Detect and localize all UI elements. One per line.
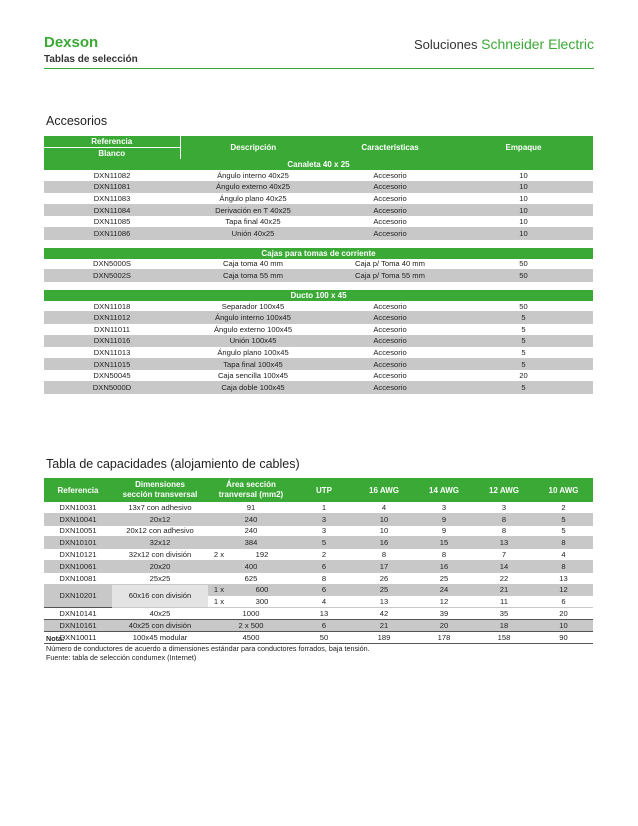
- dim-cell: 60x16 con división: [112, 584, 208, 608]
- utp-cell: 3: [294, 525, 354, 537]
- ref-cell: DXN11086: [44, 227, 180, 239]
- cap-header-utp: UTP: [294, 478, 354, 502]
- empaque-cell: 5: [454, 335, 593, 347]
- notes-line2: Fuente: tabla de selección condumex (Internet): [46, 653, 197, 662]
- awg12-cell: 35: [474, 608, 534, 620]
- ref-cell: DXN10161: [44, 619, 112, 631]
- group-title: Cajas para tomas de corriente: [44, 248, 593, 259]
- area-value: 192: [255, 550, 269, 560]
- header-right-brand: Schneider Electric: [481, 36, 594, 52]
- awg16-cell: 42: [354, 608, 414, 620]
- area-cell: 2 x 500: [208, 619, 294, 631]
- descripcion-cell: Ángulo plano 40x25: [180, 193, 326, 205]
- empaque-cell: 50: [454, 301, 593, 312]
- table-row: [44, 619, 593, 631]
- caracteristicas-cell: Accesorio: [326, 312, 454, 324]
- utp-cell: 50: [294, 631, 354, 643]
- ref-cell: DXN5000D: [44, 381, 180, 393]
- utp-cell: 6: [294, 560, 354, 572]
- table-row: [44, 259, 593, 270]
- dim-cell: 20x20: [112, 560, 208, 572]
- empaque-cell: 50: [454, 259, 593, 270]
- group-header: [44, 248, 593, 259]
- area-cell: 1000: [208, 608, 294, 620]
- ref-cell: DXN10051: [44, 525, 112, 537]
- awg10-cell: 90: [534, 631, 593, 643]
- area-prefix: 2 x: [213, 550, 225, 560]
- empaque-cell: 50: [454, 270, 593, 282]
- col-header-descripcion: Descripción: [180, 136, 326, 159]
- descripcion-cell: Derivación en T 40x25: [180, 204, 326, 216]
- awg10-cell: 5: [534, 513, 593, 525]
- utp-cell: 2: [294, 549, 354, 561]
- descripcion-cell: Ángulo plano 100x45: [180, 347, 326, 359]
- awg12-cell: 22: [474, 572, 534, 584]
- table-row: [44, 170, 593, 181]
- ref-cell: DXN11083: [44, 193, 180, 205]
- area-cell: 240: [208, 525, 294, 537]
- ref-cell: DXN11013: [44, 347, 180, 359]
- awg12-cell: 18: [474, 619, 534, 631]
- awg14-cell: 24: [414, 584, 474, 596]
- awg14-cell: 15: [414, 537, 474, 549]
- cap-header-dim-line1: Dimensiones: [135, 480, 185, 489]
- ref-cell: DXN10101: [44, 537, 112, 549]
- ref-cell: DXN11016: [44, 335, 180, 347]
- cap-header-16awg: 16 AWG: [354, 478, 414, 502]
- ref-cell: DXN11085: [44, 216, 180, 228]
- capacidades-title: Tabla de capacidades (alojamiento de cables): [46, 457, 300, 471]
- awg12-cell: 11: [474, 596, 534, 608]
- utp-cell: 8: [294, 572, 354, 584]
- table-row: [44, 181, 593, 193]
- dim-cell: 32x12: [112, 537, 208, 549]
- awg12-cell: 21: [474, 584, 534, 596]
- notes-title: Nota:: [46, 634, 65, 643]
- awg16-cell: 8: [354, 549, 414, 561]
- accesorios-title: Accesorios: [46, 114, 108, 128]
- awg12-cell: 8: [474, 525, 534, 537]
- area-value: 300: [255, 597, 269, 607]
- caracteristicas-cell: Accesorio: [326, 301, 454, 312]
- empaque-cell: 5: [454, 381, 593, 393]
- descripcion-cell: Unión 100x45: [180, 335, 326, 347]
- ref-cell: DXN11081: [44, 181, 180, 193]
- descripcion-cell: Ángulo interno 100x45: [180, 312, 326, 324]
- area-value: 600: [255, 585, 269, 595]
- empaque-cell: 10: [454, 170, 593, 181]
- awg10-cell: 20: [534, 608, 593, 620]
- descripcion-cell: Ángulo interno 40x25: [180, 170, 326, 181]
- awg10-cell: 8: [534, 537, 593, 549]
- group-gap: [44, 281, 593, 290]
- utp-cell: 13: [294, 608, 354, 620]
- table-row: [44, 312, 593, 324]
- utp-cell: 4: [294, 596, 354, 608]
- area-prefix: 1 x: [213, 597, 225, 607]
- header-right-prefix: Soluciones: [413, 37, 478, 52]
- cap-header-area-line2: tranversal (mm2): [218, 490, 284, 499]
- page-subtitle: Tablas de selección: [44, 54, 138, 65]
- descripcion-cell: Tapa final 100x45: [180, 358, 326, 370]
- capacidades-table: [44, 478, 593, 644]
- descripcion-cell: Caja toma 55 mm: [180, 270, 326, 282]
- group-gap: [44, 239, 593, 248]
- area-cell: 4500: [208, 631, 294, 643]
- table-row: [44, 502, 593, 513]
- empaque-cell: 10: [454, 216, 593, 228]
- awg10-cell: 2: [534, 502, 593, 513]
- caracteristicas-cell: Accesorio: [326, 381, 454, 393]
- ref-cell: DXN11084: [44, 204, 180, 216]
- empaque-cell: 20: [454, 370, 593, 382]
- group-title: Ducto 100 x 45: [44, 290, 593, 301]
- table-row: [44, 270, 593, 282]
- ref-cell: DXN10031: [44, 502, 112, 513]
- awg14-cell: 9: [414, 513, 474, 525]
- dim-cell: 20x12: [112, 513, 208, 525]
- awg10-cell: 8: [534, 560, 593, 572]
- descripcion-cell: Tapa final 40x25: [180, 216, 326, 228]
- ref-cell: DXN10121: [44, 549, 112, 561]
- group-title: Canaleta 40 x 25: [44, 159, 593, 170]
- ref-cell: DXN10201: [44, 584, 112, 608]
- ref-cell: DXN10141: [44, 608, 112, 620]
- header-right: [414, 36, 594, 52]
- table-row: [44, 381, 593, 393]
- table-row: [44, 216, 593, 228]
- cap-header-area-line1: Área sección: [226, 480, 276, 489]
- awg12-cell: 8: [474, 513, 534, 525]
- descripcion-cell: Caja toma 40 mm: [180, 259, 326, 270]
- awg16-cell: 16: [354, 537, 414, 549]
- group-gap-cell: [44, 281, 593, 290]
- table-row: [44, 323, 593, 335]
- table-row: [44, 301, 593, 312]
- ref-cell: DXN10081: [44, 572, 112, 584]
- ref-cell: DXN10011: [44, 631, 112, 643]
- utp-cell: 1: [294, 502, 354, 513]
- ref-cell: DXN11082: [44, 170, 180, 181]
- area-cell: [208, 584, 294, 596]
- awg12-cell: 7: [474, 549, 534, 561]
- table-row: [44, 347, 593, 359]
- caracteristicas-cell: Accesorio: [326, 335, 454, 347]
- dim-cell: 40x25: [112, 608, 208, 620]
- table-row: [44, 227, 593, 239]
- empaque-cell: 10: [454, 227, 593, 239]
- awg12-cell: 158: [474, 631, 534, 643]
- notes: [46, 634, 370, 663]
- awg16-cell: 21: [354, 619, 414, 631]
- dim-cell: 25x25: [112, 572, 208, 584]
- table-row: [44, 608, 593, 620]
- group-header: [44, 159, 593, 170]
- col-header-caracteristicas: Características: [326, 136, 454, 159]
- caracteristicas-cell: Accesorio: [326, 358, 454, 370]
- utp-cell: 6: [294, 584, 354, 596]
- header-divider: [44, 68, 594, 69]
- caracteristicas-cell: Accesorio: [326, 216, 454, 228]
- descripcion-cell: Ángulo externo 40x25: [180, 181, 326, 193]
- descripcion-cell: Ángulo externo 100x45: [180, 323, 326, 335]
- table-row: [44, 584, 593, 596]
- area-cell: 91: [208, 502, 294, 513]
- cap-header-referencia: Referencia: [44, 478, 112, 502]
- awg14-cell: 16: [414, 560, 474, 572]
- table-row: [44, 204, 593, 216]
- awg16-cell: 10: [354, 525, 414, 537]
- empaque-cell: 5: [454, 323, 593, 335]
- col-header-empaque: Empaque: [454, 136, 593, 159]
- awg14-cell: 39: [414, 608, 474, 620]
- awg16-cell: 4: [354, 502, 414, 513]
- cap-header-10awg: 10 AWG: [534, 478, 593, 502]
- descripcion-cell: Unión 40x25: [180, 227, 326, 239]
- ref-cell: DXN11018: [44, 301, 180, 312]
- utp-cell: 6: [294, 619, 354, 631]
- cap-header-area: [208, 478, 294, 502]
- col-header-color: Blanco: [44, 148, 180, 160]
- group-header: [44, 290, 593, 301]
- ref-cell: DXN11012: [44, 312, 180, 324]
- table-row: [44, 335, 593, 347]
- awg14-cell: 12: [414, 596, 474, 608]
- empaque-cell: 10: [454, 204, 593, 216]
- caracteristicas-cell: Accesorio: [326, 347, 454, 359]
- caracteristicas-cell: Accesorio: [326, 227, 454, 239]
- awg10-cell: 13: [534, 572, 593, 584]
- ref-cell: DXN5002S: [44, 270, 180, 282]
- area-cell: 384: [208, 537, 294, 549]
- awg16-cell: 13: [354, 596, 414, 608]
- brand-logo: Dexson: [44, 34, 99, 51]
- descripcion-cell: Caja doble 100x45: [180, 381, 326, 393]
- empaque-cell: 10: [454, 181, 593, 193]
- area-cell: 400: [208, 560, 294, 572]
- awg16-cell: 26: [354, 572, 414, 584]
- cap-header-dimensiones: [112, 478, 208, 502]
- awg14-cell: 9: [414, 525, 474, 537]
- caracteristicas-cell: Accesorio: [326, 193, 454, 205]
- descripcion-cell: Separador 100x45: [180, 301, 326, 312]
- awg16-cell: 189: [354, 631, 414, 643]
- empaque-cell: 5: [454, 347, 593, 359]
- awg10-cell: 4: [534, 549, 593, 561]
- awg14-cell: 3: [414, 502, 474, 513]
- caracteristicas-cell: Caja p/ Toma 55 mm: [326, 270, 454, 282]
- ref-cell: DXN10041: [44, 513, 112, 525]
- cap-header-14awg: 14 AWG: [414, 478, 474, 502]
- caracteristicas-cell: Accesorio: [326, 170, 454, 181]
- table-row: [44, 525, 593, 537]
- dim-cell: 13x7 con adhesivo: [112, 502, 208, 513]
- table-row: [44, 358, 593, 370]
- ref-cell: DXN11015: [44, 358, 180, 370]
- col-header-referencia: Referencia: [44, 136, 180, 148]
- dim-cell: 20x12 con adhesivo: [112, 525, 208, 537]
- descripcion-cell: Caja sencilla 100x45: [180, 370, 326, 382]
- dim-cell: 32x12 con división: [112, 549, 208, 561]
- utp-cell: 5: [294, 537, 354, 549]
- ref-cell: DXN11011: [44, 323, 180, 335]
- awg12-cell: 14: [474, 560, 534, 572]
- awg12-cell: 3: [474, 502, 534, 513]
- caracteristicas-cell: Accesorio: [326, 181, 454, 193]
- awg14-cell: 25: [414, 572, 474, 584]
- table-row: [44, 193, 593, 205]
- dim-cell: 100x45 modular: [112, 631, 208, 643]
- group-gap-cell: [44, 239, 593, 248]
- table-row: [44, 537, 593, 549]
- caracteristicas-cell: Accesorio: [326, 370, 454, 382]
- awg10-cell: 10: [534, 619, 593, 631]
- caracteristicas-cell: Caja p/ Toma 40 mm: [326, 259, 454, 270]
- table-row: [44, 572, 593, 584]
- area-cell: 240: [208, 513, 294, 525]
- awg14-cell: 8: [414, 549, 474, 561]
- awg14-cell: 20: [414, 619, 474, 631]
- cap-header-dim-line2: sección transversal: [122, 490, 198, 499]
- cap-header-12awg: 12 AWG: [474, 478, 534, 502]
- awg16-cell: 10: [354, 513, 414, 525]
- awg10-cell: 12: [534, 584, 593, 596]
- empaque-cell: 10: [454, 193, 593, 205]
- empaque-cell: 5: [454, 312, 593, 324]
- awg10-cell: 6: [534, 596, 593, 608]
- area-cell: [208, 549, 294, 561]
- empaque-cell: 5: [454, 358, 593, 370]
- table-row: [44, 560, 593, 572]
- ref-cell: DXN10061: [44, 560, 112, 572]
- caracteristicas-cell: Accesorio: [326, 204, 454, 216]
- utp-cell: 3: [294, 513, 354, 525]
- area-cell: [208, 596, 294, 608]
- dim-cell: 40x25 con división: [112, 619, 208, 631]
- ref-cell: DXN50045: [44, 370, 180, 382]
- notes-line1: Número de conductores de acuerdo a dimensiones estándar para conductores forrados, baja tensión.: [46, 643, 370, 653]
- caracteristicas-cell: Accesorio: [326, 323, 454, 335]
- table-row: [44, 549, 593, 561]
- awg16-cell: 25: [354, 584, 414, 596]
- accesorios-table: [44, 136, 593, 394]
- awg16-cell: 17: [354, 560, 414, 572]
- ref-cell: DXN5000S: [44, 259, 180, 270]
- area-prefix: 1 x: [213, 585, 225, 595]
- awg14-cell: 178: [414, 631, 474, 643]
- table-row: [44, 370, 593, 382]
- awg10-cell: 5: [534, 525, 593, 537]
- table-row: [44, 513, 593, 525]
- area-cell: 625: [208, 572, 294, 584]
- awg12-cell: 13: [474, 537, 534, 549]
